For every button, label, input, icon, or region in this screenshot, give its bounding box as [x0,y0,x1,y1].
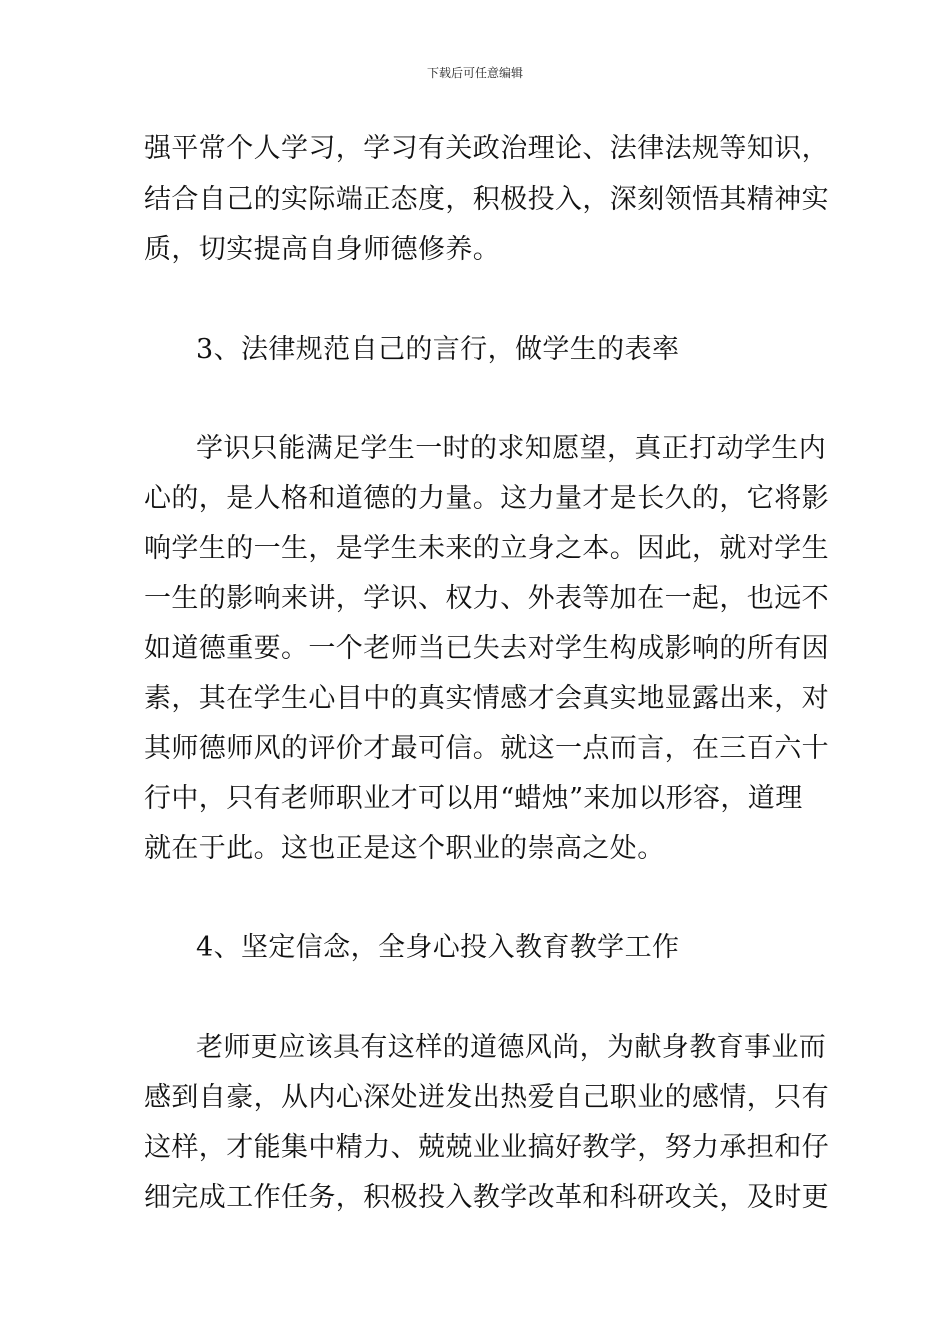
paragraph-line: 强平常个人学习，学习有关政治理论、法律法规等知识， [144,133,829,164]
paragraph-line: 结合自己的实际端正态度，积极投入，深刻领悟其精神实 [144,184,829,215]
paragraph-line: 质，切实提高自身师德修养。 [144,234,501,265]
page-header: 下载后可任意编辑 [426,66,523,80]
paragraph-line: 其师德师风的评价才最可信。就这一点而言，在三百六十 [144,733,829,764]
paragraph-line: 就在于此。这也正是这个职业的崇高之处。 [144,833,665,864]
paragraph-line: 行中，只有老师职业才可以用“蜡烛”来加以形容，道理 [144,783,803,814]
paragraph-line: 学识只能满足学生一时的求知愿望，真正打动学生内 [196,433,827,464]
paragraph-line: 老师更应该具有这样的道德风尚，为献身教育事业而 [196,1032,827,1063]
paragraph-line: 如道德重要。一个老师当已失去对学生构成影响的所有因 [144,633,829,664]
paragraph-line: 响学生的一生，是学生未来的立身之本。因此，就对学生 [144,533,829,564]
paragraph-line: 细完成工作任务，积极投入教学改革和科研攻关，及时更 [144,1182,829,1213]
paragraph-line: 感到自豪，从内心深处迸发出热爱自己职业的感情，只有 [144,1082,829,1113]
paragraph-line: 素，其在学生心目中的真实情感才会真实地显露出来，对 [144,683,829,714]
section-heading-4: 4、坚定信念，全身心投入教育教学工作 [196,932,680,963]
paragraph-line: 一生的影响来讲，学识、权力、外表等加在一起，也远不 [144,583,829,614]
paragraph-line: 心的，是人格和道德的力量。这力量才是长久的，它将影 [144,483,829,514]
section-heading-3: 3、法律规范自己的言行，做学生的表率 [196,334,680,365]
paragraph-line: 这样，才能集中精力、兢兢业业搞好教学，努力承担和仔 [144,1132,829,1163]
